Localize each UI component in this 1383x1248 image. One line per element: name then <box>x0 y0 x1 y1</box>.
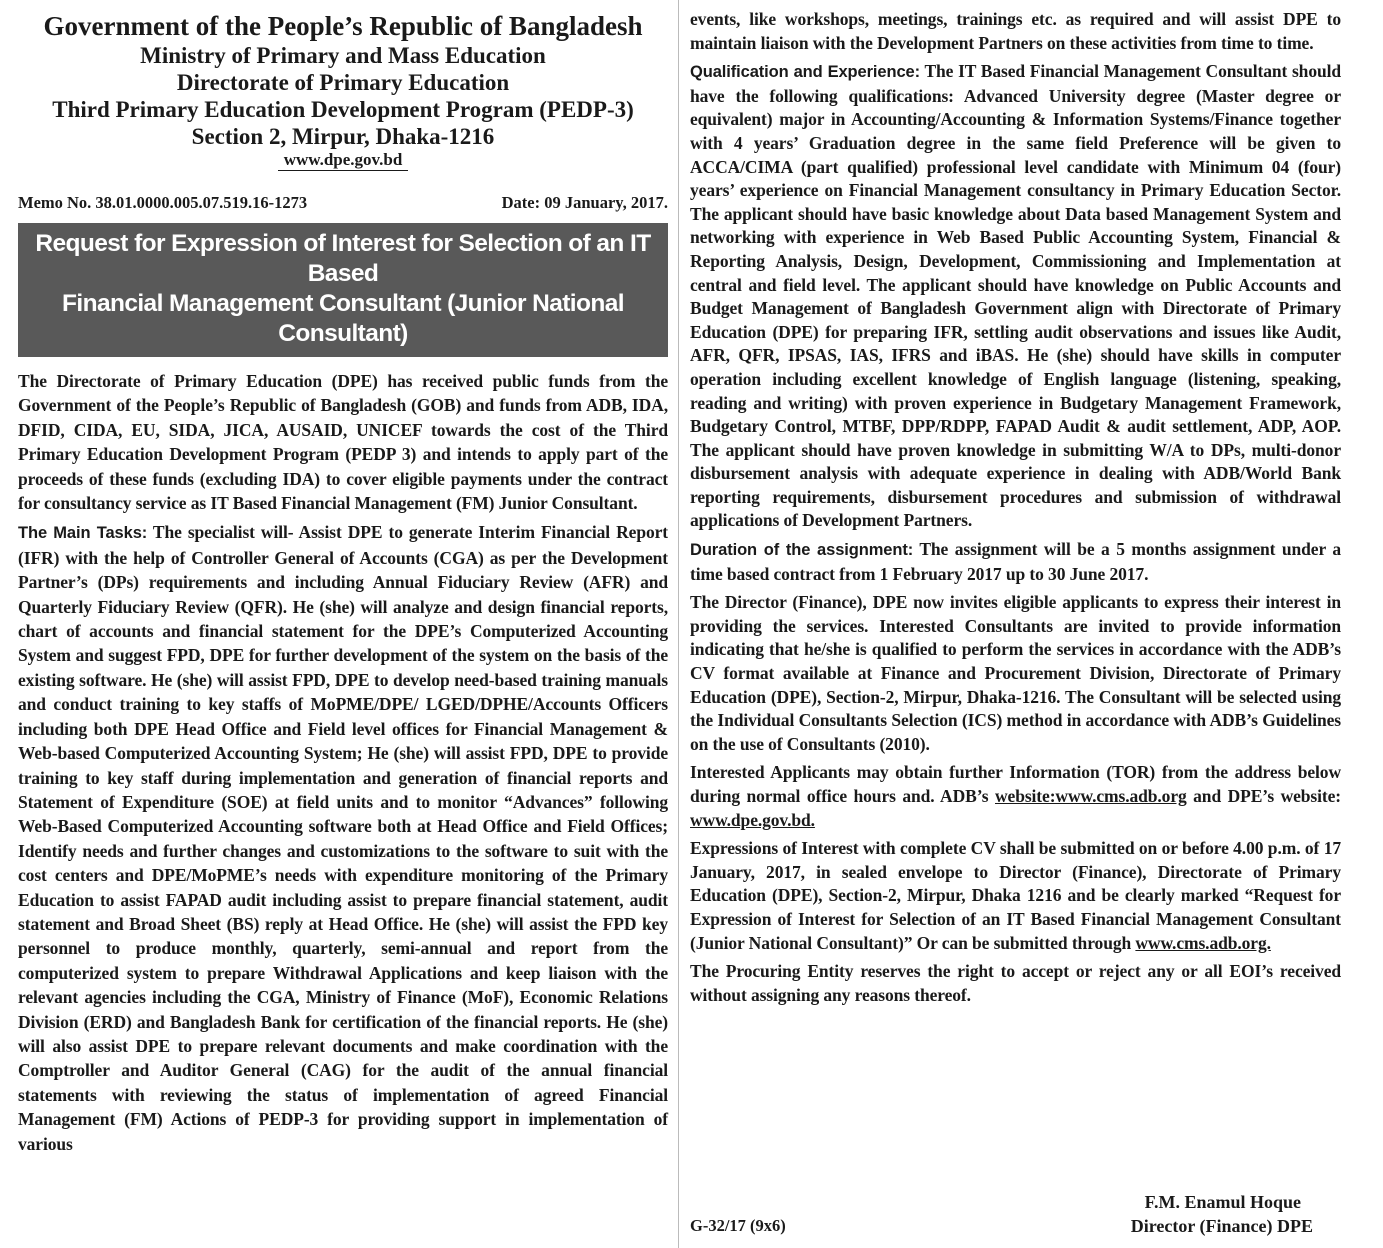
cms-submission-link[interactable]: www.cms.adb.org. <box>1135 932 1271 953</box>
ministry-title: Ministry of Primary and Mass Education <box>140 43 546 68</box>
column-divider <box>678 0 679 1248</box>
main-tasks-text: The specialist will- Assist DPE to generate Interim Financial Report (IFR) with the help of Controller General of Accounts (CGA) as per the Development Partner’s (DPs) requirements and including Annual Fiduciary Review (AFR) and Quarterly Fiduciary Review (QFR). He (she) will analyze and design financial reports, chart of accounts and financial statement for the DPE’s Computerized Accounting System and suggest FPD, DPE for further development of the system on the basis of the existing software. He (she) will assist FPD, DPE to develop need-based training manuals and conduct training to key staffs of MoPME/DPE/ LGED/DPHE/Accounts Officers including both DPE Head Office and Field level offices for Financial Management & Web-based Computerized Accounting System; He (she) will assist FPD, DPE to provide training to key staff during implementation and generation of financial reports and Statement of Expenditure (SOE) at field units and to monitor “Advances” following Web-Based Computerized Accounting software both at Head Office and Field Offices; Identify needs and further changes and customizations to the software to suit with the cost centers and DPE/MoPME’s needs with expenditure monitoring of the Primary Education to assist FAPAD audit including assist to prepare financial statement, audit statement and Broad Sheet (BS) reply at Head Office. He (she) will assist the FPD key personnel to produce monthly, quarterly, semi-annual and report from the computerized system to prepare Withdrawal Applications and keep liaison with the relevant agencies including the CGA, Ministry of Finance (MoF), Economic Relations Division (ERD) and Bangladesh Bank for certification of the financial reports. He (she) will also assist DPE to prepare relevant documents and make coordination with the Comptroller and Auditor General (CAG) for the audit of the annual financial statements with reviewing the status of implementation of agreed Financial Management (FM) Actions of PEDP-3 for providing support in implementation of various <box>18 522 668 1154</box>
government-title: Government of the People’s Republic of Bangladesh <box>43 11 643 41</box>
intro-paragraph: The Directorate of Primary Education (DPE) has received public funds from the Government of the People’s Republic of Bangladesh (GOB) and funds from ADB, IDA, DFID, CIDA, EU, SIDA, JICA, AUSAID, UNICEF towards the cost of the Third Primary Education Development Program (PEDP 3) and intends to apply part of the proceeds of these funds (excluding IDA) to cover eligible payments under the contract for consultancy service as IT Based Financial Management (FM) Junior Consultant. <box>18 371 668 514</box>
signatory-title: Director (Finance) DPE <box>1130 1216 1313 1236</box>
address-line: Section 2, Mirpur, Dhaka-1216 <box>191 124 495 149</box>
duration-heading: Duration of the assignment: <box>690 541 914 560</box>
main-tasks-paragraph <box>18 520 668 1156</box>
directorate-title: Directorate of Primary Education <box>176 70 510 95</box>
dpe-website-link[interactable]: www.dpe.gov.bd. <box>690 809 815 830</box>
program-title: Third Primary Education Development Program (PEDP-3) <box>52 97 634 122</box>
right-column <box>690 8 1341 1007</box>
qualification-text: The IT Based Financial Management Consultant should have the following qualifications: Advanced University degree (Master degree or equivalent) major in Accounting/Accounting & Information Systems/Finance together with 4 years’ Graduation degree in the same field Preference will be given to ACCA/CIMA (part qualified) professional level candidate with Minimum 04 (four) years’ experience on Financial Management consultancy in Primary Education Sector. The applicant should have basic knowledge about Data based Management System and networking with experience in Web Based Public Accounting System, Financial & Reporting Analysis, Design, Development, Commissioning and Implementation at central and field level. The applicant should have knowledge on Public Accounts and Budget Management of Bangladesh Government align with Directorate of Primary Education (DPE) for preparing IFR, settling audit observations and issues like Audit, AFR, QFR, IPSAS, IAS, IFRS and iBAS. He (she) should have skills in computer operation including excellent knowledge of English language (listening, speaking, reading and writing) with proven experience in Budgetary Management Framework, Budgetary Control, MTBF, DPP/RDPP, FAPAD Audit & audit settlement, ADP, AOP. The applicant should have proven knowledge in submitting W/A to DPs, multi-donor disbursement analysis with adequate experience in dealing with ADB/World Bank reporting requirements, disbursement procedures and submission of withdrawal applications of Development Partners. <box>690 61 1341 531</box>
information-text-a: Interested Applicants may obtain further Information (TOR) from the address below during normal office hours and. ADB’s <box>690 762 1341 806</box>
main-tasks-heading: The Main Tasks: <box>18 524 148 543</box>
title-banner <box>18 223 668 357</box>
reservation-paragraph: The Procuring Entity reserves the right to accept or reject any or all EOI’s received without assigning any reasons thereof. <box>690 961 1341 1005</box>
letterhead <box>18 10 668 171</box>
submission-text: Expressions of Interest with complete CV shall be submitted on or before 4.00 p.m. of 17 January, 2017, in sealed envelope to Director (Finance), Directorate of Primary Education (DPE), Section-2, Mirpur, Dhaka 1216 and be clearly marked “Request for Expression of Interest for Selection of an IT Based Financial Management Consultant (Junior National Consultant)” Or can be submitted through <box>690 838 1341 953</box>
banner-line-1: Request for Expression of Interest for Selection of an IT Based <box>35 230 651 287</box>
memo-date: Date: 09 January, 2017. <box>501 193 668 212</box>
information-text-b: and DPE’s website: <box>1186 786 1342 806</box>
duration-text: The assignment will be a 5 months assignment under a time based contract from 1 February 2017 up to 30 June 2017. <box>690 539 1341 584</box>
qualification-paragraph <box>690 60 1341 533</box>
advertisement-code: G-32/17 (9x6) <box>690 1216 786 1235</box>
website-link[interactable]: www.dpe.gov.bd <box>278 151 409 171</box>
information-paragraph <box>690 761 1341 832</box>
adb-website-link[interactable]: website:www.cms.adb.org <box>995 786 1187 806</box>
invitation-paragraph: The Director (Finance), DPE now invites eligible applicants to express their interest in providing the services. Interested Consultants are invited to provide information indicating that he/she is qualified to perform the services in accordance with the ADB’s CV format available at Finance and Procurement Division, Directorate of Primary Education (DPE), Section-2, Mirpur, Dhaka-1216. The Consultant will be selected using the Individual Consultants Selection (ICS) method in accordance with ADB’s Guidelines on the use of Consultants (2010). <box>690 592 1341 754</box>
submission-paragraph <box>690 837 1341 955</box>
banner-line-2: Financial Management Consultant (Junior National Consultant) <box>62 290 624 347</box>
memo-number: Memo No. 38.01.0000.005.07.519.16-1273 <box>18 193 308 212</box>
qualification-heading: Qualification and Experience: <box>690 63 921 82</box>
left-column <box>18 10 668 1156</box>
memo-line <box>18 193 668 213</box>
signature-block <box>690 1188 1341 1240</box>
duration-paragraph <box>690 538 1341 586</box>
signatory-name: F.M. Enamul Hoque <box>1144 1192 1301 1212</box>
main-tasks-continuation: events, like workshops, meetings, trainings etc. as required and will assist DPE to maintain liaison with the Development Partners on these activities from time to time. <box>690 9 1341 53</box>
